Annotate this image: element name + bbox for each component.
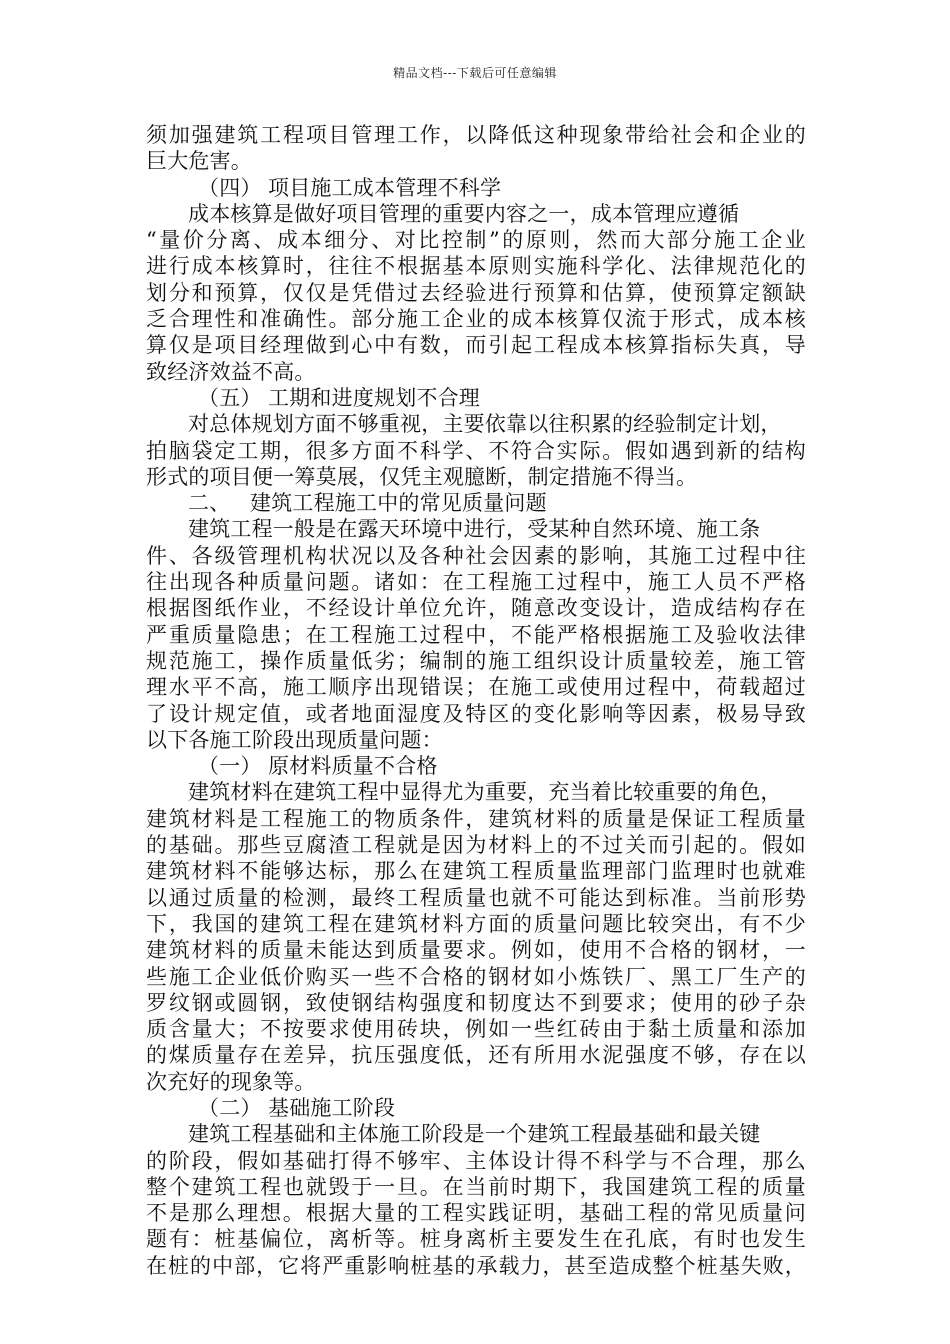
section-title: 基础施工阶段 bbox=[268, 1095, 396, 1120]
text-line: 次充好的现象等。 bbox=[146, 1069, 316, 1094]
section-heading bbox=[146, 175, 806, 201]
text-line: 在桩的中部，它将严重影响桩基的承载力，甚至造成整个桩基失败， bbox=[146, 1253, 806, 1278]
text-line: 下，我国的建筑工程在建筑材料方面的质量问题比较突出，有不少 bbox=[146, 911, 806, 936]
text-line: 致经济效益不高。 bbox=[146, 359, 316, 384]
text-line: 些施工企业低价购买一些不合格的钢材如小炼铁厂、黑工厂生产的 bbox=[146, 964, 806, 989]
text-line: 乏合理性和准确性。部分施工企业的成本核算仅流于形式，成本核 bbox=[146, 307, 806, 332]
paragraph-first-line: 建筑材料在建筑工程中显得尤为重要，充当着比较重要的角色， bbox=[188, 780, 782, 805]
section-number: （二） bbox=[198, 1095, 262, 1120]
text-line: 理水平不高，施工顺序出现错误；在施工或使用过程中，荷载超过 bbox=[146, 675, 806, 700]
text-line: 件、各级管理机构状况以及各种社会因素的影响，其施工过程中往 bbox=[146, 543, 806, 568]
text-line: 算仅是项目经理做到心中有数，而引起工程成本核算指标失真，导 bbox=[146, 333, 806, 358]
text-line: 形式的项目便一筹莫展，仅凭主观臆断，制定措施不得当。 bbox=[146, 464, 698, 489]
document-body bbox=[146, 122, 806, 1279]
text-line: 拍脑袋定工期，很多方面不科学、不符合实际。假如遇到新的结构 bbox=[146, 438, 806, 463]
section-title: 原材料质量不合格 bbox=[268, 754, 438, 779]
text-line: 进行成本核算时，往往不根据基本原则实施科学化、法律规范化的 bbox=[146, 254, 806, 279]
text-line: 了设计规定值，或者地面湿度及特区的变化影响等因素，极易导致 bbox=[146, 701, 806, 726]
text-line: 建筑材料的质量未能达到质量要求。例如，使用不合格的钢材，一 bbox=[146, 938, 806, 963]
text-line: 的基础。那些豆腐渣工程就是因为材料上的不过关而引起的。假如 bbox=[146, 833, 806, 858]
text-line: “量价分离、成本细分、对比控制”的原则，然而大部分施工企业 bbox=[146, 228, 806, 253]
section-title: 建筑工程施工中的常见质量问题 bbox=[250, 491, 547, 516]
text-line: 往出现各种质量问题。诸如：在工程施工过程中，施工人员不严格 bbox=[146, 570, 806, 595]
section-title: 工期和进度规划不合理 bbox=[268, 385, 480, 410]
text-line: 的阶段，假如基础打得不够牢、主体设计得不科学与不合理，那么 bbox=[146, 1148, 806, 1173]
text-line: 巨大危害。 bbox=[146, 149, 252, 174]
text-line: 以通过质量的检测，最终工程质量也就不可能达到标准。当前形势 bbox=[146, 885, 806, 910]
text-line: 罗纹钢或圆钢，致使钢结构强度和韧度达不到要求；使用的砂子杂 bbox=[146, 990, 806, 1015]
section-heading bbox=[146, 385, 806, 411]
text-line: 根据图纸作业，不经设计单位允许，随意改变设计，造成结构存在 bbox=[146, 596, 806, 621]
text-line: 以下各施工阶段出现质量问题： bbox=[146, 727, 443, 752]
paragraph-first-line: 建筑工程基础和主体施工阶段是一个建筑工程最基础和最关键 bbox=[188, 1122, 761, 1147]
section-title: 项目施工成本管理不科学 bbox=[268, 175, 502, 200]
text-line: 的煤质量存在差异，抗压强度低，还有所用水泥强度不够，存在以 bbox=[146, 1043, 806, 1068]
section-heading bbox=[146, 1095, 806, 1121]
text-line: 题有：桩基偏位，离析等。桩身离析主要发生在孔底，有时也发生 bbox=[146, 1227, 806, 1252]
text-line: 建筑材料不能够达标，那么在建筑工程质量监理部门监理时也就难 bbox=[146, 859, 806, 884]
section-number: 二、 bbox=[188, 491, 231, 516]
section-number: （五） bbox=[198, 385, 262, 410]
text-line: 整个建筑工程也就毁于一旦。在当前时期下，我国建筑工程的质量 bbox=[146, 1174, 806, 1199]
paragraph-first-line: 建筑工程一般是在露天环境中进行，受某种自然环境、施工条 bbox=[188, 517, 761, 542]
text-line: 划分和预算，仅仅是凭借过去经验进行预算和估算，使预算定额缺 bbox=[146, 280, 806, 305]
text-line: 不是那么理想。根据大量的工程实践证明，基础工程的常见质量问 bbox=[146, 1201, 806, 1226]
text-line: 建筑材料是工程施工的物质条件，建筑材料的质量是保证工程质量 bbox=[146, 806, 806, 831]
paragraph-first-line: 成本核算是做好项目管理的重要内容之一，成本管理应遵循 bbox=[188, 201, 740, 226]
text-line: 严重质量隐患；在工程施工过程中，不能严格根据施工及验收法律 bbox=[146, 622, 806, 647]
paragraph-first-line: 对总体规划方面不够重视，主要依靠以往积累的经验制定计划， bbox=[188, 412, 782, 437]
page-header: 精品文档---下载后可任意编辑 bbox=[393, 66, 557, 80]
text-line: 规范施工，操作质量低劣；编制的施工组织设计质量较差，施工管 bbox=[146, 648, 806, 673]
section-heading bbox=[146, 753, 806, 779]
text-line: 质含量大；不按要求使用砖块，例如一些红砖由于黏土质量和添加 bbox=[146, 1017, 806, 1042]
section-number: （一） bbox=[198, 754, 262, 779]
section-heading bbox=[146, 490, 806, 516]
section-number: （四） bbox=[198, 175, 262, 200]
text-line: 须加强建筑工程项目管理工作，以降低这种现象带给社会和企业的 bbox=[146, 123, 806, 147]
